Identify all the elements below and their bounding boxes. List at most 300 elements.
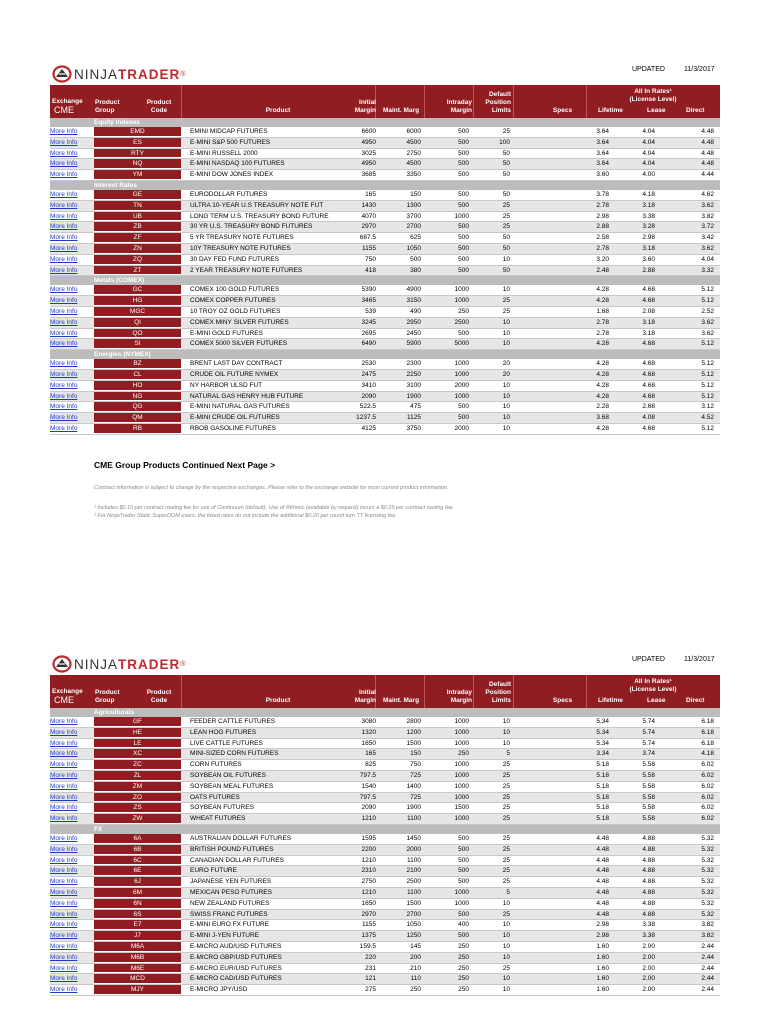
rate-lifetime: 1.60 (596, 942, 609, 950)
initial-margin: 275 (365, 986, 376, 994)
rate-lifetime: 4.48 (596, 878, 609, 886)
position-limit: 25 (502, 761, 510, 769)
more-info-link[interactable]: More Info (50, 771, 78, 779)
more-info-link[interactable]: More Info (50, 266, 78, 274)
table-row (50, 866, 720, 877)
more-info-link[interactable]: More Info (50, 782, 78, 790)
initial-margin: 1210 (361, 888, 376, 896)
more-info-link[interactable]: More Info (50, 942, 78, 950)
rate-lifetime: 2.98 (596, 921, 609, 929)
maint-margin: 1300 (406, 201, 421, 209)
product-name: BRITISH POUND FUTURES (190, 845, 274, 853)
initial-margin: 539 (365, 307, 376, 315)
position-limit: 25 (502, 856, 510, 864)
rate-lease: 5.58 (642, 804, 655, 812)
more-info-link[interactable]: More Info (50, 888, 78, 896)
rate-lifetime: 3.78 (596, 190, 609, 198)
rate-lifetime: 5.18 (596, 782, 609, 790)
table-row (50, 392, 720, 403)
intraday-margin: 1000 (454, 815, 469, 823)
more-info-link[interactable]: More Info (50, 878, 78, 886)
more-info-link[interactable]: More Info (50, 360, 78, 368)
rate-direct: 4.48 (701, 160, 714, 168)
rate-lifetime: 3.34 (596, 750, 609, 758)
rate-lease: 3.18 (642, 244, 655, 252)
maint-margin: 1900 (406, 392, 421, 400)
maint-margin: 200 (410, 953, 421, 961)
maint-margin: 150 (410, 750, 421, 758)
product-code: QI (94, 318, 181, 328)
product-code: 6C (94, 856, 181, 866)
maint-margin: 625 (410, 234, 421, 242)
table-row (50, 413, 720, 424)
intraday-margin: 1000 (454, 739, 469, 747)
more-info-link[interactable]: More Info (50, 414, 78, 422)
rate-lease: 4.88 (642, 856, 655, 864)
table-row (50, 359, 720, 370)
product-name: EURODOLLAR FUTURES (190, 190, 268, 198)
product-code: BZ (94, 359, 181, 369)
rate-direct: 6.02 (701, 761, 714, 769)
position-limit: 25 (502, 782, 510, 790)
more-info-link[interactable]: More Info (50, 160, 78, 168)
product-code: 6J (94, 877, 181, 887)
more-info-link[interactable]: More Info (50, 718, 78, 725)
intraday-margin: 2000 (454, 424, 469, 432)
table-row (50, 159, 720, 170)
header-all-in-rates: All In Rates¹ (License Level) (629, 88, 677, 103)
maint-margin: 2250 (406, 370, 421, 378)
maint-margin: 210 (410, 964, 421, 972)
more-info-link[interactable]: More Info (50, 953, 78, 961)
rate-lifetime: 1.60 (596, 964, 609, 972)
rate-direct: 4.52 (701, 414, 714, 422)
product-name: E-MINI NASDAQ 100 FUTURES (190, 160, 285, 168)
intraday-margin: 1500 (454, 804, 469, 812)
more-info-link[interactable]: More Info (50, 845, 78, 853)
more-info-link[interactable]: More Info (50, 138, 78, 146)
product-name: 10Y TREASURY NOTE FUTURES (190, 244, 291, 252)
initial-margin: 1155 (362, 921, 376, 929)
intraday-margin: 250 (458, 307, 469, 315)
position-limit: 25 (502, 223, 510, 231)
updated-date: 11/3/2017 (684, 656, 715, 663)
more-info-link[interactable]: More Info (50, 964, 78, 972)
position-limit: 10 (502, 942, 510, 950)
group-header: Metals (COMEX) (50, 276, 720, 285)
product-code: GF (94, 717, 181, 727)
intraday-margin: 5000 (454, 340, 469, 348)
position-limit: 25 (502, 804, 510, 812)
rate-direct: 4.62 (701, 190, 714, 198)
more-info-link[interactable]: More Info (50, 297, 78, 305)
rate-lifetime: 3.64 (596, 138, 609, 146)
rate-direct: 6.18 (701, 728, 714, 736)
more-info-link[interactable]: More Info (50, 307, 78, 315)
initial-margin: 2310 (361, 867, 376, 875)
intraday-margin: 1000 (454, 771, 469, 779)
rate-lease: 4.68 (642, 297, 655, 305)
product-name: COMEX MINY SILVER FUTURES (190, 318, 289, 326)
product-code: 6M (94, 888, 181, 898)
product-code: ZM (94, 782, 181, 792)
table-row (50, 834, 720, 845)
header-exchange-cme: CME (54, 695, 74, 705)
rate-direct: 4.48 (701, 138, 714, 146)
more-info-link[interactable]: More Info (50, 834, 78, 842)
rate-lease: 5.58 (642, 771, 655, 779)
intraday-margin: 500 (458, 190, 469, 198)
rate-lease: 3.74 (642, 750, 655, 758)
more-info-link[interactable]: More Info (50, 201, 78, 209)
intraday-margin: 250 (458, 953, 469, 961)
rate-direct: 3.82 (701, 212, 714, 220)
rate-lease: 3.60 (642, 255, 655, 263)
maint-margin: 725 (410, 771, 421, 779)
rate-lifetime: 1.68 (596, 307, 609, 315)
product-name: RBOB GASOLINE FUTURES (190, 424, 276, 432)
rate-direct: 3.62 (701, 329, 714, 337)
header-exchange-cme: CME (54, 105, 74, 115)
more-info-link[interactable]: More Info (50, 392, 78, 400)
header-specs: Specs (552, 107, 573, 114)
maint-margin: 3700 (406, 212, 421, 220)
intraday-margin: 1000 (454, 782, 469, 790)
rate-lease: 5.74 (642, 728, 655, 736)
rate-lease: 3.18 (642, 201, 655, 209)
logo-ninja-text: NINJA (74, 656, 119, 672)
intraday-margin: 250 (458, 942, 469, 950)
position-limit: 10 (502, 381, 510, 389)
product-code: HG (94, 296, 181, 306)
product-name: 30 DAY FED FUND FUTURES (190, 255, 279, 263)
more-info-link[interactable]: More Info (50, 403, 78, 411)
header-lifetime: Lifetime (598, 697, 623, 704)
product-code: SI (94, 339, 181, 349)
product-code: XC (94, 749, 181, 759)
rate-lease: 4.88 (642, 888, 655, 896)
more-info-link[interactable]: More Info (50, 424, 78, 432)
group-header: Equity Indexes (50, 118, 720, 127)
product-code: E7 (94, 920, 181, 930)
rate-direct: 3.82 (701, 921, 714, 929)
maint-margin: 2950 (406, 318, 421, 326)
more-info-link[interactable]: More Info (50, 910, 78, 918)
intraday-margin: 1000 (454, 899, 469, 907)
position-limit: 25 (502, 834, 510, 842)
rate-lifetime: 2.98 (596, 932, 609, 940)
product-name: NEW ZEALAND FUTURES (190, 899, 270, 907)
position-limit: 10 (502, 728, 510, 736)
position-limit: 25 (502, 128, 510, 135)
more-info-link[interactable]: More Info (50, 804, 78, 812)
rate-lease: 5.58 (642, 761, 655, 769)
rate-lease: 2.00 (642, 986, 655, 994)
maint-margin: 2450 (406, 329, 421, 337)
position-limit: 25 (502, 201, 510, 209)
maint-margin: 145 (410, 942, 421, 950)
intraday-margin: 1000 (454, 761, 469, 769)
table-row (50, 803, 720, 814)
table-row (50, 424, 720, 435)
rate-lifetime: 3.64 (596, 149, 609, 157)
more-info-link[interactable]: More Info (50, 932, 78, 940)
ninjatrader-logo (52, 655, 185, 673)
more-info-link[interactable]: More Info (50, 728, 78, 736)
intraday-margin: 500 (458, 149, 469, 157)
intraday-margin: 1000 (454, 888, 469, 896)
initial-margin: 231 (365, 964, 376, 972)
product-name: AUSTRALIAN DOLLAR FUTURES (190, 834, 292, 842)
rate-lifetime: 4.28 (596, 392, 609, 400)
rate-lease: 4.88 (642, 834, 655, 842)
rate-direct: 5.32 (701, 899, 714, 907)
maint-margin: 150 (410, 190, 421, 198)
product-code: ES (94, 138, 181, 148)
initial-margin: 2475 (361, 370, 376, 378)
more-info-link[interactable]: More Info (50, 899, 78, 907)
table-row (50, 212, 720, 223)
intraday-margin: 500 (458, 856, 469, 864)
intraday-margin: 2500 (454, 318, 469, 326)
rate-direct: 3.62 (701, 244, 714, 252)
intraday-margin: 500 (458, 403, 469, 411)
maint-margin: 500 (410, 255, 421, 263)
intraday-margin: 500 (458, 201, 469, 209)
rate-direct: 3.32 (701, 266, 714, 274)
more-info-link[interactable]: More Info (50, 739, 78, 747)
maint-margin: 5900 (406, 340, 421, 348)
initial-margin: 6490 (361, 340, 376, 348)
table-row (50, 782, 720, 793)
more-info-link[interactable]: More Info (50, 340, 78, 348)
table-row (50, 888, 720, 899)
maint-margin: 2700 (406, 910, 421, 918)
updated-label: UPDATED (632, 656, 665, 663)
rate-lifetime: 2.48 (596, 266, 609, 274)
initial-margin: 3025 (361, 149, 376, 157)
rate-lifetime: 2.78 (596, 318, 609, 326)
header-direct: Direct (686, 107, 705, 114)
rate-direct: 5.12 (701, 340, 714, 348)
intraday-margin: 1000 (454, 718, 469, 725)
maint-margin: 475 (410, 403, 421, 411)
more-info-link[interactable]: More Info (50, 867, 78, 875)
header-initial-margin: Initial Margin (354, 689, 376, 704)
rate-direct: 6.18 (701, 739, 714, 747)
table-row (50, 856, 720, 867)
initial-margin: 1237.5 (356, 414, 376, 422)
rate-lease: 4.04 (642, 160, 655, 168)
more-info-link[interactable]: More Info (50, 370, 78, 378)
product-code: M6A (94, 942, 181, 952)
rate-lifetime: 4.28 (596, 381, 609, 389)
more-info-link[interactable]: More Info (50, 318, 78, 326)
rate-direct: 6.02 (701, 771, 714, 779)
initial-margin: 418 (365, 266, 376, 274)
initial-margin: 3410 (361, 381, 376, 389)
rate-direct: 3.62 (701, 201, 714, 209)
product-name: MINI-SIZED CORN FUTURES (190, 750, 279, 758)
more-info-link[interactable]: More Info (50, 750, 78, 758)
more-info-link[interactable]: More Info (50, 856, 78, 864)
intraday-margin: 1000 (454, 392, 469, 400)
more-info-link[interactable]: More Info (50, 921, 78, 929)
more-info-link[interactable]: More Info (50, 128, 78, 135)
intraday-margin: 500 (458, 138, 469, 146)
more-info-link[interactable]: More Info (50, 761, 78, 769)
rate-direct: 3.72 (701, 223, 714, 231)
table-row (50, 318, 720, 329)
table-row (50, 381, 720, 392)
rate-lease: 4.04 (642, 138, 655, 146)
initial-margin: 1155 (362, 244, 376, 252)
initial-margin: 4950 (361, 138, 376, 146)
more-info-link[interactable]: More Info (50, 793, 78, 801)
table-row (50, 201, 720, 212)
header-product-group: Product Group (95, 99, 120, 114)
position-limit: 25 (502, 845, 510, 853)
rate-lifetime: 4.28 (596, 297, 609, 305)
initial-margin: 797.5 (359, 771, 376, 779)
product-code: ZN (94, 244, 181, 254)
more-info-link[interactable]: More Info (50, 975, 78, 983)
intraday-margin: 500 (458, 244, 469, 252)
product-name: SOYBEAN MEAL FUTURES (190, 782, 274, 790)
product-name: 10 TROY OZ GOLD FUTURES (190, 307, 281, 315)
intraday-margin: 500 (458, 910, 469, 918)
initial-margin: 522.5 (359, 403, 376, 411)
product-name: FEEDER CATTLE FUTURES (190, 718, 276, 725)
header-initial-margin: Initial Margin (354, 99, 376, 114)
product-code: RTY (94, 149, 181, 159)
rate-lifetime: 4.28 (596, 360, 609, 368)
position-limit: 20 (502, 370, 510, 378)
header-maint-marg: Maint. Marg (382, 107, 420, 114)
product-name: E-MICRO GBP/USD FUTURES (190, 953, 282, 961)
more-info-link[interactable]: More Info (50, 212, 78, 220)
header-direct: Direct (686, 697, 705, 704)
maint-margin: 3750 (406, 424, 421, 432)
more-info-link[interactable]: More Info (50, 986, 78, 994)
rate-lifetime: 5.34 (596, 718, 609, 725)
intraday-margin: 1000 (454, 297, 469, 305)
intraday-margin: 500 (458, 329, 469, 337)
position-limit: 25 (502, 910, 510, 918)
rate-lease: 2.08 (642, 307, 655, 315)
position-limit: 10 (502, 953, 510, 961)
rate-direct: 3.42 (701, 234, 714, 242)
product-code: 6S (94, 910, 181, 920)
product-code: MGC (94, 307, 181, 317)
rate-direct: 5.32 (701, 867, 714, 875)
product-rows (50, 708, 720, 996)
intraday-margin: 500 (458, 171, 469, 179)
maint-margin: 250 (410, 986, 421, 994)
rate-lifetime: 5.34 (596, 739, 609, 747)
rate-direct: 4.48 (701, 128, 714, 135)
product-code: 6B (94, 845, 181, 855)
position-limit: 25 (502, 771, 510, 779)
intraday-margin: 250 (458, 964, 469, 972)
disclaimer-note: Contract information is subject to change by the respective exchanges. Please refer to the exchange website for most current product information. (94, 485, 449, 491)
more-info-link[interactable]: More Info (50, 255, 78, 263)
initial-margin: 4070 (361, 212, 376, 220)
logo-registered-mark: ® (180, 70, 186, 78)
product-name: 5 YR TREASURY NOTE FUTURES (190, 234, 294, 242)
position-limit: 50 (502, 171, 510, 179)
initial-margin: 2090 (361, 392, 376, 400)
position-limit: 10 (502, 921, 510, 929)
table-row (50, 739, 720, 750)
position-limit: 10 (502, 392, 510, 400)
product-name: 2 YEAR TREASURY NOTE FUTURES (190, 266, 303, 274)
intraday-margin: 500 (458, 128, 469, 135)
position-limit: 50 (502, 234, 510, 242)
rate-lease: 4.68 (642, 424, 655, 432)
more-info-link[interactable]: More Info (50, 190, 78, 198)
more-info-link[interactable]: More Info (50, 171, 78, 179)
maint-margin: 1500 (406, 739, 421, 747)
product-code: ZL (94, 771, 181, 781)
rate-direct: 2.52 (701, 307, 714, 315)
intraday-margin: 1000 (454, 212, 469, 220)
more-info-link[interactable]: More Info (50, 223, 78, 231)
table-row (50, 170, 720, 181)
intraday-margin: 1000 (454, 793, 469, 801)
maint-margin: 4500 (406, 160, 421, 168)
more-info-link[interactable]: More Info (50, 234, 78, 242)
product-code: UB (94, 212, 181, 222)
rate-direct: 6.02 (701, 793, 714, 801)
rate-direct: 2.44 (701, 986, 714, 994)
table-header (50, 675, 720, 708)
rate-lifetime: 5.34 (596, 728, 609, 736)
product-code: ZC (94, 760, 181, 770)
product-code: ZT (94, 266, 181, 276)
rate-lifetime: 2.28 (596, 403, 609, 411)
initial-margin: 3080 (361, 718, 376, 725)
more-info-link[interactable]: More Info (50, 286, 78, 294)
position-limit: 50 (502, 160, 510, 168)
rate-direct: 4.18 (701, 750, 714, 758)
rate-direct: 5.32 (701, 834, 714, 842)
product-name: E-MINI RUSSELL 2000 (190, 149, 258, 157)
rate-direct: 3.12 (701, 403, 714, 411)
more-info-link[interactable]: More Info (50, 149, 78, 157)
maint-margin: 4900 (406, 286, 421, 294)
maint-margin: 725 (410, 793, 421, 801)
more-info-link[interactable]: More Info (50, 381, 78, 389)
rate-lifetime: 2.78 (596, 329, 609, 337)
product-name: E-MINI CRUDE OIL FUTURES (190, 414, 280, 422)
maint-margin: 750 (410, 761, 421, 769)
more-info-link[interactable]: More Info (50, 815, 78, 823)
more-info-link[interactable]: More Info (50, 244, 78, 252)
product-code: J7 (94, 931, 181, 941)
product-code: EMD (94, 127, 181, 137)
intraday-margin: 1000 (454, 360, 469, 368)
rate-direct: 5.32 (701, 845, 714, 853)
product-code: YM (94, 170, 181, 180)
table-row (50, 307, 720, 318)
position-limit: 10 (502, 286, 510, 294)
rate-lifetime: 1.60 (596, 953, 609, 961)
more-info-link[interactable]: More Info (50, 329, 78, 337)
table-row (50, 329, 720, 340)
position-limit: 5 (506, 750, 510, 758)
product-code: HO (94, 381, 181, 391)
